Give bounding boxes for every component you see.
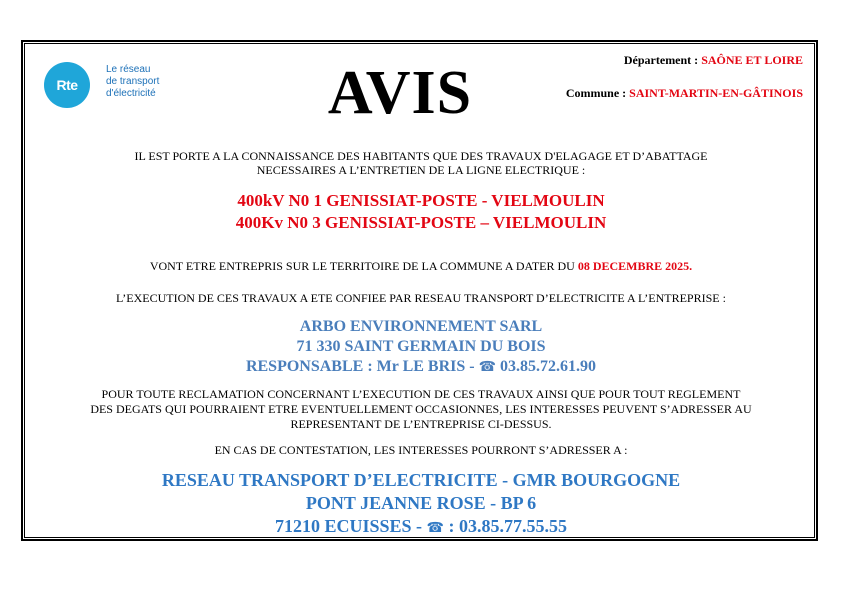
line-title-2: 400Kv N0 3 GENISSIAT-POSTE – VIELMOULIN	[235, 213, 607, 232]
rte-phone: 03.85.77.55.55	[459, 516, 567, 536]
contractor-responsable	[30, 357, 812, 377]
start-date: 08 DECEMBRE 2025.	[577, 259, 693, 273]
start-notice	[30, 259, 812, 274]
start-text: VONT ETRE ENTREPRIS SUR LE TERRITOIRE DE LA COMMUNE A DATER DU	[149, 259, 575, 273]
execution-notice: L’EXECUTION DE CES TRAVAUX A ETE CONFIEE PAR RESEAU TRANSPORT D’ELECTRICITE A L’ENTREPRISE :	[116, 291, 726, 305]
commune	[566, 86, 803, 101]
rte-logo-text	[106, 64, 196, 100]
rte-logo-mark: Rte	[44, 62, 90, 108]
responsable-label: RESPONSABLE : Mr LE BRIS -	[245, 358, 475, 375]
contestation-notice: EN CAS DE CONTESTATION, LES INTERESSES POURRONT S’ADRESSER A :	[214, 443, 628, 457]
logo-line: Le réseau	[106, 64, 151, 75]
commune-label: Commune :	[565, 86, 627, 100]
rte-city: 71210 ECUISSES -	[275, 516, 423, 536]
contractor-name: ARBO ENVIRONNEMENT SARL	[299, 318, 543, 335]
rte-phone-sep: :	[448, 516, 455, 536]
logo-line: d'électricité	[106, 88, 156, 99]
rte-logo	[44, 62, 184, 112]
rte-address: PONT JEANNE ROSE - BP 6	[305, 493, 537, 513]
phone-icon: ☎	[426, 520, 444, 536]
page-title: AVIS	[327, 59, 473, 127]
intro-line-1: IL EST PORTE A LA CONNAISSANCE DES HABITANTS QUE DES TRAVAUX D'ELAGAGE ET D’ABATTAGE	[134, 149, 708, 163]
rte-contact	[30, 515, 812, 539]
logo-line: de transport	[106, 76, 160, 87]
line-title-1: 400kV N0 1 GENISSIAT-POSTE - VIELMOULIN	[237, 191, 605, 210]
contractor-address: 71 330 SAINT GERMAIN DU BOIS	[296, 338, 546, 355]
departement	[624, 53, 803, 68]
commune-value: SAINT-MARTIN-EN-GÂTINOIS	[629, 86, 803, 100]
reclamation-line-3: REPRESENTANT DE L’ENTREPRISE CI-DESSUS.	[290, 417, 552, 431]
rte-name: RESEAU TRANSPORT D’ELECTRICITE - GMR BOURGOGNE	[161, 470, 681, 490]
reclamation-line-1: POUR TOUTE RECLAMATION CONCERNANT L’EXECUTION DE CES TRAVAUX AINSI QUE POUR TOUT REGLEMENT	[101, 387, 741, 401]
reclamation-line-2: DES DEGATS QUI POURRAIENT ETRE EVENTUELLEMENT OCCASIONNES, LES INTERESSES PEUVENT S’ADRESSER AU	[90, 402, 752, 416]
departement-value: SAÔNE ET LOIRE	[701, 53, 803, 67]
contractor-phone: 03.85.72.61.90	[500, 358, 597, 375]
phone-icon: ☎	[478, 359, 497, 375]
departement-label: Département :	[623, 53, 699, 67]
intro-line-2: NECESSAIRES A L’ENTRETIEN DE LA LIGNE ELECTRIQUE :	[256, 163, 586, 177]
